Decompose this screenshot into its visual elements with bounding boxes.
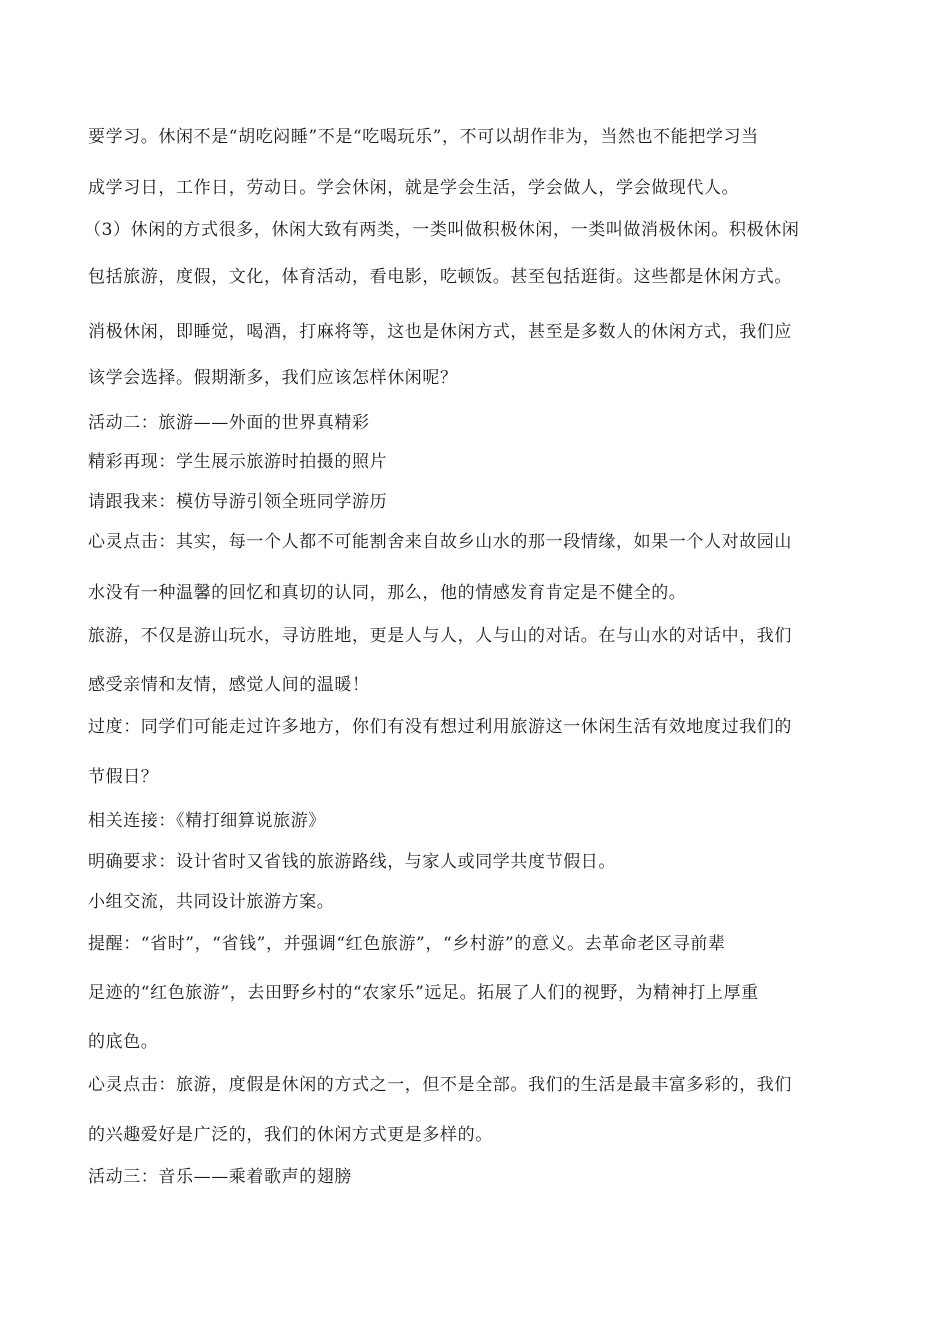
paragraph-line: 提醒：“省时”，“省钱”，并强调“红色旅游”，“乡村游”的意义。去革命老区寻前辈 xyxy=(88,934,726,954)
paragraph-line: （3）休闲的方式很多，休闲大致有两类，一类叫做积极休闲，一类叫做消极休闲。积极休闲 xyxy=(84,220,800,240)
paragraph-line: 相关连接：《精打细算说旅游》 xyxy=(88,811,326,831)
paragraph-line: 过度：同学们可能走过许多地方，你们有没有想过利用旅游这一休闲生活有效地度过我们的 xyxy=(88,717,792,737)
paragraph-line: 足迹的“红色旅游”，去田野乡村的“农家乐”远足。拓展了人们的视野，为精神打上厚重 xyxy=(88,983,759,1003)
paragraph-line: 明确要求：设计省时又省钱的旅游路线，与家人或同学共度节假日。 xyxy=(88,852,616,872)
paragraph-line: 水没有一种温馨的回忆和真切的认同，那么，他的情感发育肯定是不健全的。 xyxy=(88,583,687,603)
section-heading: 活动二：旅游——外面的世界真精彩 xyxy=(88,413,370,433)
paragraph-line: 小组交流，共同设计旅游方案。 xyxy=(88,892,335,912)
paragraph-line: 消极休闲，即睡觉，喝酒，打麻将等，这也是休闲方式，甚至是多数人的休闲方式，我们应 xyxy=(88,322,792,342)
paragraph-line: 成学习日，工作日，劳动日。学会休闲，就是学会生活，学会做人，学会做现代人。 xyxy=(88,178,740,198)
paragraph-line: 旅游，不仅是游山玩水，寻访胜地，更是人与人，人与山的对话。在与山水的对话中，我们 xyxy=(88,626,792,646)
paragraph-line: 心灵点击：旅游，度假是休闲的方式之一，但不是全部。我们的生活是最丰富多彩的，我们 xyxy=(88,1075,792,1095)
paragraph-line: 要学习。休闲不是“胡吃闷睡”不是“吃喝玩乐”，不可以胡作非为，当然也不能把学习当 xyxy=(88,127,759,147)
section-heading: 活动三：音乐——乘着歌声的翅膀 xyxy=(88,1167,352,1187)
paragraph-line: 感受亲情和友情，感觉人间的温暖！ xyxy=(88,675,370,695)
paragraph-line: 的底色。 xyxy=(88,1032,159,1052)
paragraph-line: 精彩再现：学生展示旅游时拍摄的照片 xyxy=(88,452,388,472)
paragraph-line: 该学会选择。假期渐多，我们应该怎样休闲呢？ xyxy=(88,368,458,388)
paragraph-line: 包括旅游，度假，文化，体育活动，看电影，吃顿饭。甚至包括逛街。这些都是休闲方式。 xyxy=(88,267,792,287)
paragraph-line: 节假日？ xyxy=(88,767,159,787)
paragraph-line: 心灵点击：其实，每一个人都不可能割舍来自故乡山水的那一段情缘，如果一个人对故园山 xyxy=(88,532,792,552)
paragraph-line: 的兴趣爱好是广泛的，我们的休闲方式更是多样的。 xyxy=(88,1125,493,1145)
paragraph-line: 请跟我来：模仿导游引领全班同学游历 xyxy=(88,492,388,512)
